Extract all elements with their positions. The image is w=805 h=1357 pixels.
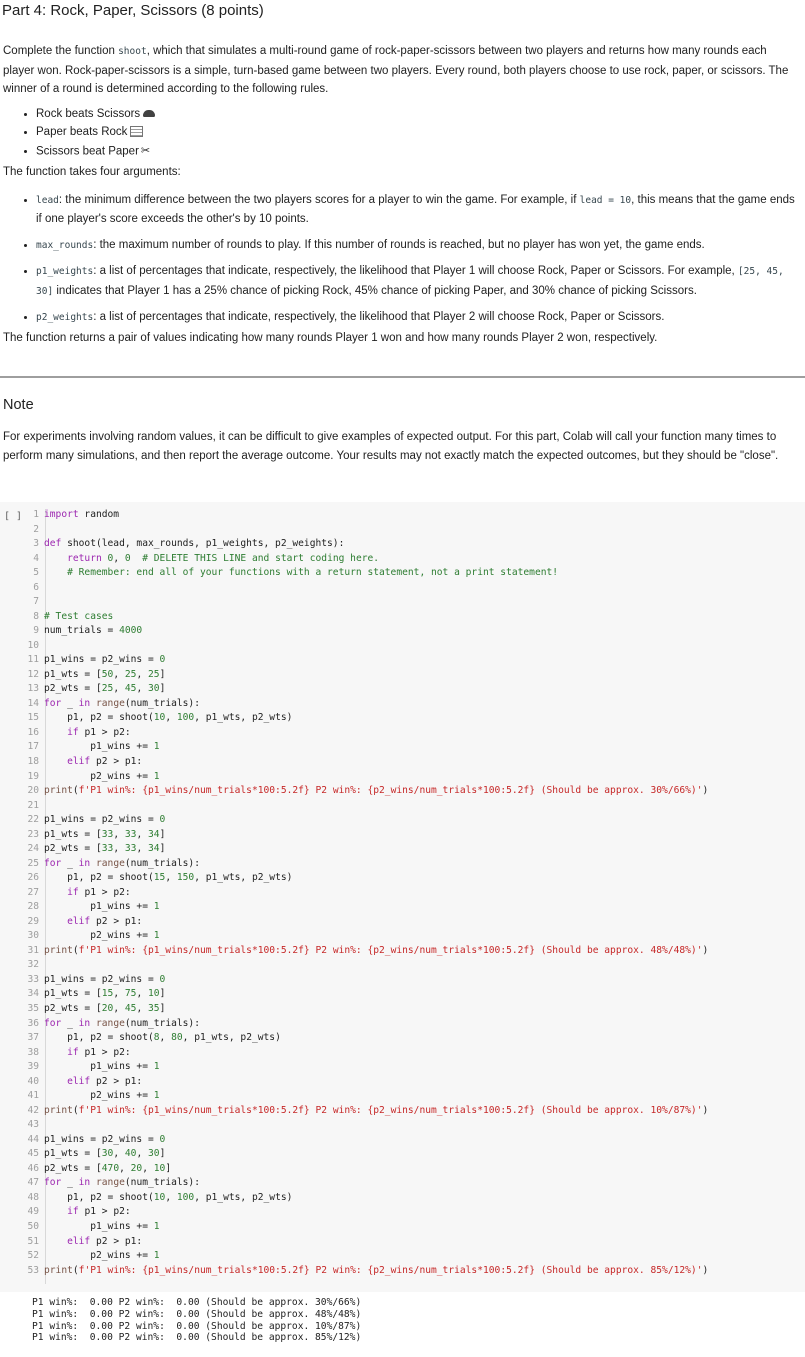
line-number: 16 bbox=[27, 726, 39, 738]
code-line[interactable] bbox=[0, 1017, 200, 1032]
code-text: print(f'P1 win%: {p1_wins/num_trials*100:5.2f} P2 win%: {p2_wins/num_trials*100:5.2f} (Should be approx. 30%/66%)') bbox=[44, 785, 709, 797]
code-text: if p1 > p2: bbox=[67, 726, 131, 738]
code-text: p1_wins = p2_wins = 0 bbox=[44, 814, 166, 826]
code-line[interactable] bbox=[0, 508, 119, 523]
arg-text: : a list of percentages that indicate, respectively, the likelihood that Player 2 will choose Rock, Paper or Scissors. bbox=[93, 311, 665, 324]
arg-code: p2_weights bbox=[36, 312, 94, 324]
code-line[interactable] bbox=[0, 697, 200, 712]
arg-item-p1-weights bbox=[36, 262, 797, 301]
line-number: 11 bbox=[27, 654, 39, 666]
line-number: 8 bbox=[33, 610, 39, 622]
code-line[interactable] bbox=[0, 523, 44, 538]
output-line: P1 win%: 0.00 P2 win%: 0.00 (Should be approx. 30%/66%) bbox=[32, 1297, 362, 1308]
code-line[interactable] bbox=[0, 653, 165, 668]
line-number: 2 bbox=[33, 523, 39, 535]
code-line[interactable] bbox=[0, 900, 160, 915]
rule-text: Rock beats Scissors bbox=[36, 107, 141, 120]
line-number: 22 bbox=[27, 814, 39, 826]
line-number: 14 bbox=[27, 697, 39, 709]
rock-icon bbox=[143, 110, 155, 117]
code-text: p1_wts = [15, 75, 10] bbox=[44, 988, 166, 1000]
rule-text: Paper beats Rock bbox=[36, 126, 128, 138]
code-line[interactable] bbox=[0, 1235, 142, 1250]
code-line[interactable] bbox=[0, 1249, 160, 1264]
code-line[interactable] bbox=[0, 755, 142, 770]
arg-text: , this means that the game ends if one player's score exceeds the other's by 10 points. bbox=[36, 193, 795, 226]
code-line[interactable] bbox=[0, 842, 165, 857]
rules-list bbox=[3, 105, 797, 161]
code-text: p1_wts = [33, 33, 34] bbox=[44, 828, 166, 840]
code-text: if p1 > p2: bbox=[67, 886, 131, 898]
code-line[interactable] bbox=[0, 1060, 160, 1075]
line-number: 41 bbox=[27, 1090, 39, 1102]
code-text: p2_wins += 1 bbox=[44, 1090, 160, 1102]
code-line[interactable] bbox=[0, 886, 131, 901]
note-paragraph: For experiments involving random values, it can be difficult to give examples of expected output. For this part, Colab will call your function many times to perform many simulations, and then report the average outcome. Your results may not exactly match the expected outcomes, but they should be "close". bbox=[3, 431, 779, 462]
section-heading: Part 4: Rock, Paper, Scissors (8 points) bbox=[2, 2, 264, 19]
code-text: import random bbox=[44, 509, 120, 520]
line-number: 37 bbox=[27, 1032, 39, 1044]
line-number: 32 bbox=[27, 959, 39, 971]
line-number: 3 bbox=[33, 538, 39, 550]
code-line[interactable] bbox=[0, 1264, 708, 1279]
code-line[interactable] bbox=[0, 1147, 165, 1162]
code-text: print(f'P1 win%: {p1_wins/num_trials*100:5.2f} P2 win%: {p2_wins/num_trials*100:5.2f} (Should be approx. 85%/12%)') bbox=[44, 1264, 709, 1276]
rule-text: Scissors beat Paper bbox=[36, 144, 139, 157]
code-text: elif p2 > p1: bbox=[67, 1075, 143, 1087]
code-text: p2_wts = [25, 45, 30] bbox=[44, 683, 166, 695]
code-line[interactable] bbox=[0, 1075, 142, 1090]
code-line[interactable] bbox=[0, 1220, 160, 1235]
arg-item-max-rounds bbox=[36, 236, 797, 256]
intro-pre: Complete the function bbox=[3, 45, 119, 57]
code-text: p1_wins += 1 bbox=[44, 1061, 160, 1073]
code-line[interactable] bbox=[0, 1176, 200, 1191]
cell-divider bbox=[0, 376, 805, 378]
code-line[interactable] bbox=[0, 639, 44, 654]
code-text: p2_wins += 1 bbox=[44, 1250, 160, 1262]
line-number: 46 bbox=[27, 1162, 39, 1174]
code-line[interactable] bbox=[0, 973, 165, 988]
code-text: num_trials = 4000 bbox=[44, 625, 143, 637]
line-number: 29 bbox=[27, 915, 39, 927]
line-number: 13 bbox=[27, 683, 39, 695]
arg-code-inline: lead = 10 bbox=[579, 194, 632, 206]
code-text: elif p2 > p1: bbox=[67, 1235, 143, 1247]
line-number: 28 bbox=[27, 901, 39, 913]
rule-item bbox=[36, 142, 797, 161]
line-number: 15 bbox=[27, 712, 39, 724]
line-number: 39 bbox=[27, 1061, 39, 1073]
code-line[interactable] bbox=[0, 1118, 44, 1133]
line-number: 34 bbox=[27, 988, 39, 1000]
code-line[interactable] bbox=[0, 1104, 708, 1119]
line-number: 49 bbox=[27, 1206, 39, 1218]
code-line[interactable] bbox=[0, 1133, 165, 1148]
line-number: 7 bbox=[33, 596, 39, 608]
code-text: p2_wts = [33, 33, 34] bbox=[44, 843, 166, 855]
code-text: elif p2 > p1: bbox=[67, 915, 143, 927]
code-line[interactable] bbox=[0, 711, 292, 726]
line-number: 4 bbox=[33, 552, 39, 564]
code-text: p1_wts = [50, 25, 25] bbox=[44, 668, 166, 680]
code-text: def shoot(lead, max_rounds, p1_weights, p2_weights): bbox=[44, 538, 345, 550]
arg-code-inline: [25, 45, 30] bbox=[36, 266, 784, 297]
code-line[interactable] bbox=[0, 871, 292, 886]
line-number: 25 bbox=[27, 857, 39, 869]
paper-icon bbox=[130, 126, 143, 137]
code-line[interactable] bbox=[0, 987, 165, 1002]
code-text: # Test cases bbox=[44, 610, 114, 622]
line-number: 36 bbox=[27, 1017, 39, 1029]
line-number: 35 bbox=[27, 1003, 39, 1015]
code-line[interactable] bbox=[0, 726, 131, 741]
line-number: 40 bbox=[27, 1075, 39, 1087]
intro-post: , which that simulates a multi-round game of rock-paper-scissors between two players and returns how many rounds each player won. Rock-paper-scissors is a simple, turn-based game between two players. Every round, both players choose to use rock, paper, or scissors. The winner of a round is determined according to the following rules. bbox=[3, 45, 789, 95]
code-line[interactable] bbox=[0, 552, 379, 567]
line-number: 27 bbox=[27, 886, 39, 898]
line-number: 43 bbox=[27, 1119, 39, 1131]
line-number: 50 bbox=[27, 1220, 39, 1232]
line-number: 51 bbox=[27, 1235, 39, 1247]
arg-code: max_rounds bbox=[36, 239, 94, 251]
code-text: p1, p2 = shoot(8, 80, p1_wts, p2_wts) bbox=[44, 1032, 281, 1044]
code-text: p2_wts = [20, 45, 35] bbox=[44, 1003, 166, 1015]
note-heading: Note bbox=[3, 397, 34, 413]
line-number: 18 bbox=[27, 756, 39, 767]
arg-text: : the maximum number of rounds to play. If this number of rounds is reached, but no player has won yet, the game ends. bbox=[93, 238, 705, 251]
returns-paragraph: The function returns a pair of values indicating how many rounds Player 1 won and how many rounds Player 2 won, respectively. bbox=[3, 331, 658, 344]
line-number: 33 bbox=[27, 973, 39, 985]
code-line[interactable] bbox=[0, 1002, 165, 1017]
code-text: p1_wins = p2_wins = 0 bbox=[44, 973, 166, 985]
note-body bbox=[3, 428, 793, 465]
code-line[interactable] bbox=[0, 813, 165, 828]
line-number: 20 bbox=[27, 785, 39, 797]
args-list bbox=[3, 191, 797, 328]
line-number: 6 bbox=[33, 581, 39, 593]
line-number: 52 bbox=[27, 1250, 39, 1262]
intro-paragraph bbox=[3, 42, 797, 99]
code-line[interactable] bbox=[0, 566, 558, 581]
line-number: 23 bbox=[27, 828, 39, 840]
code-line[interactable] bbox=[0, 668, 165, 683]
code-text: for _ in range(num_trials): bbox=[44, 697, 200, 709]
code-text: elif p2 > p1: bbox=[67, 756, 143, 767]
arg-text: indicates that Player 1 has a 25% chance of picking Rock, 45% chance of picking Paper, and 30% chance of picking Scissors. bbox=[53, 284, 697, 297]
code-line[interactable] bbox=[0, 1205, 131, 1220]
code-text: p2_wins += 1 bbox=[44, 930, 160, 942]
code-text: for _ in range(num_trials): bbox=[44, 1177, 200, 1189]
arg-item-p2-weights bbox=[36, 308, 797, 328]
args-intro: The function takes four arguments: bbox=[3, 166, 181, 179]
line-number: 47 bbox=[27, 1177, 39, 1189]
code-line[interactable] bbox=[0, 1046, 131, 1061]
code-line[interactable] bbox=[0, 537, 344, 552]
code-text: p2_wins += 1 bbox=[44, 770, 160, 782]
code-text: print(f'P1 win%: {p1_wins/num_trials*100:5.2f} P2 win%: {p2_wins/num_trials*100:5.2f} (Should be approx. 10%/87%)') bbox=[44, 1104, 709, 1116]
output-line: P1 win%: 0.00 P2 win%: 0.00 (Should be approx. 85%/12%) bbox=[32, 1332, 362, 1344]
line-number: 42 bbox=[27, 1104, 39, 1116]
output-line: P1 win%: 0.00 P2 win%: 0.00 (Should be approx. 48%/48%) bbox=[32, 1308, 362, 1320]
arg-code: lead bbox=[36, 194, 59, 206]
code-text: p1_wins = p2_wins = 0 bbox=[44, 1133, 166, 1145]
code-text: p2_wts = [470, 20, 10] bbox=[44, 1162, 172, 1174]
line-number: 5 bbox=[33, 567, 39, 579]
code-text: return 0, 0 # DELETE THIS LINE and start coding here. bbox=[67, 552, 380, 564]
code-line[interactable] bbox=[0, 595, 44, 610]
line-number: 53 bbox=[27, 1264, 39, 1276]
line-number: 9 bbox=[33, 625, 39, 637]
line-number: 45 bbox=[27, 1148, 39, 1160]
rule-item bbox=[36, 105, 797, 124]
code-text: p1, p2 = shoot(10, 100, p1_wts, p2_wts) bbox=[44, 712, 293, 724]
output-line: P1 win%: 0.00 P2 win%: 0.00 (Should be approx. 10%/87%) bbox=[32, 1320, 362, 1332]
code-text: p1, p2 = shoot(10, 100, p1_wts, p2_wts) bbox=[44, 1191, 293, 1203]
code-line[interactable] bbox=[0, 624, 142, 639]
code-text: p1, p2 = shoot(15, 150, p1_wts, p2_wts) bbox=[44, 872, 293, 884]
code-text: print(f'P1 win%: {p1_wins/num_trials*100:5.2f} P2 win%: {p2_wins/num_trials*100:5.2f} (Should be approx. 48%/48%)') bbox=[44, 944, 709, 956]
code-line[interactable] bbox=[0, 944, 708, 959]
line-number: 30 bbox=[27, 930, 39, 942]
code-line[interactable] bbox=[0, 1031, 281, 1046]
code-line[interactable] bbox=[0, 740, 160, 755]
code-line[interactable] bbox=[0, 770, 160, 785]
run-cell-button[interactable]: [ ] bbox=[4, 511, 23, 522]
arg-text: : a list of percentages that indicate, respectively, the likelihood that Player 1 will choose Rock, Paper or Scissors. For example, bbox=[93, 265, 738, 278]
cell-output bbox=[32, 1297, 361, 1344]
code-text: if p1 > p2: bbox=[67, 1206, 131, 1218]
line-number: 31 bbox=[27, 944, 39, 956]
line-number: 38 bbox=[27, 1046, 39, 1058]
line-number: 21 bbox=[27, 799, 39, 811]
code-line[interactable] bbox=[0, 682, 165, 697]
code-text: if p1 > p2: bbox=[67, 1046, 131, 1058]
code-text: p1_wins += 1 bbox=[44, 741, 160, 753]
code-text: # Remember: end all of your functions with a return statement, not a print statement! bbox=[67, 567, 559, 579]
code-line[interactable] bbox=[0, 1089, 160, 1104]
code-line[interactable] bbox=[0, 958, 44, 973]
code-line[interactable] bbox=[0, 610, 113, 625]
line-number: 1 bbox=[33, 509, 39, 520]
line-number: 24 bbox=[27, 843, 39, 855]
code-line[interactable] bbox=[0, 1191, 292, 1206]
line-number: 19 bbox=[27, 770, 39, 782]
code-line[interactable] bbox=[0, 784, 708, 799]
line-number: 44 bbox=[27, 1133, 39, 1145]
code-line[interactable] bbox=[0, 581, 44, 596]
scissors-icon: ✂ bbox=[140, 144, 151, 157]
code-line[interactable] bbox=[0, 828, 165, 843]
code-line[interactable] bbox=[0, 915, 142, 930]
arg-text: : the minimum difference between the two players scores for a player to win the game. For example, if bbox=[58, 193, 580, 206]
code-line[interactable] bbox=[0, 857, 200, 872]
line-number: 26 bbox=[27, 872, 39, 884]
code-line[interactable] bbox=[0, 1162, 171, 1177]
line-number: 17 bbox=[27, 741, 39, 753]
code-text: p1_wins += 1 bbox=[44, 1220, 160, 1232]
code-text: for _ in range(num_trials): bbox=[44, 857, 200, 869]
arg-item-lead bbox=[36, 191, 797, 229]
line-number: 10 bbox=[27, 639, 39, 651]
code-text: for _ in range(num_trials): bbox=[44, 1017, 200, 1029]
code-text: p1_wins += 1 bbox=[44, 901, 160, 913]
arg-code: p1_weights bbox=[36, 266, 94, 278]
intro-code: shoot bbox=[118, 46, 147, 57]
rule-item bbox=[36, 123, 797, 142]
code-line[interactable] bbox=[0, 799, 44, 814]
line-number: 12 bbox=[27, 668, 39, 680]
code-text: p1_wins = p2_wins = 0 bbox=[44, 654, 166, 666]
line-number: 48 bbox=[27, 1191, 39, 1203]
code-text: p1_wts = [30, 40, 30] bbox=[44, 1148, 166, 1160]
markdown-cell bbox=[0, 0, 805, 347]
code-line[interactable] bbox=[0, 929, 160, 944]
